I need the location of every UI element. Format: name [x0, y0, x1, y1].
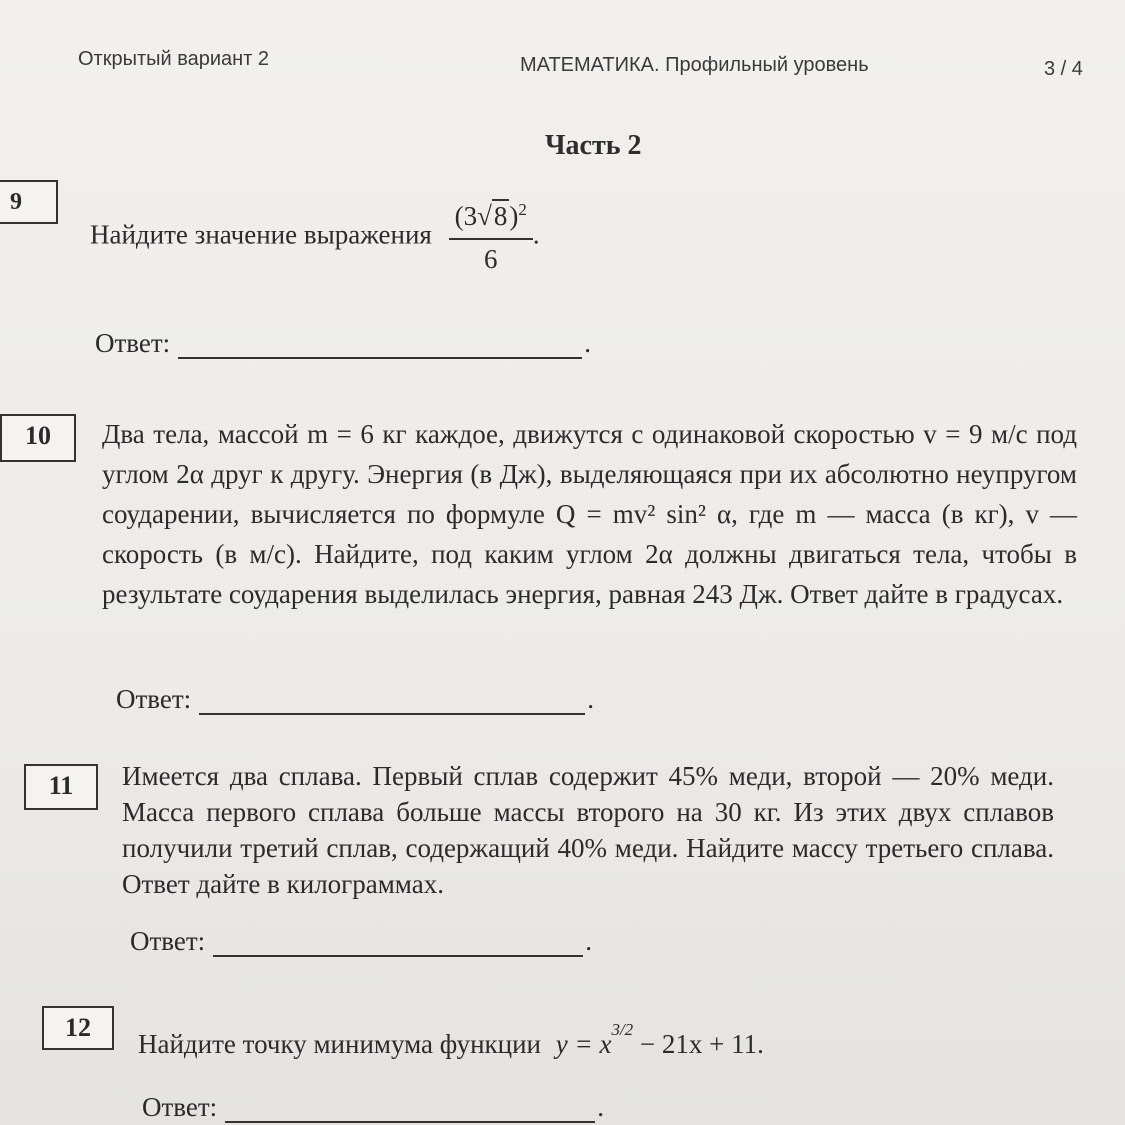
task-number-12: 12: [42, 1006, 114, 1050]
task-9-expression: $\frac{(3√8)^2}{6}$: [449, 200, 533, 275]
task-11-text: Имеется два сплава. Первый сплав содержит 45% меди, второй — 20% меди. Масса первого сплава больше массы второго на 30 кг. Из этих двух сплавов получили третий сплав, содержащий 40% меди. Найдите массу третьего сплава. Ответ дайте в килограммах.: [122, 761, 1054, 899]
answer-label: Ответ:: [116, 684, 192, 714]
task-9: Найдите значение выражения $\frac{(3√8)^2}{6}$ .: [90, 200, 540, 274]
answer-row-9: Ответ: .: [95, 328, 591, 358]
answer-field-12[interactable]: [225, 1093, 595, 1123]
task-12-function: $y = x^{3/2} - 21x + 11$.: [555, 1020, 764, 1059]
answer-row-11: Ответ: .: [130, 926, 592, 956]
part-title: Часть 2: [545, 130, 642, 161]
answer-field-11[interactable]: [213, 927, 583, 957]
subject-title: МАТЕМАТИКА. Профильный уровень: [520, 54, 869, 76]
task-10-text: Два тела, массой m = 6 кг каждое, движутся с одинаковой скоростью v = 9 м/с под углом 2α друг к другу. Энергия (в Дж), выделяющаяся при их абсолютно неупругом соударении, вычисляется по формуле Q = mv² sin² α, где m — масса (в кг), v — скорость (в м/с). Найдите, под каким углом 2α должны двигаться тела, чтобы в результате соударения выделилась энергия, равная 243 Дж. Ответ дайте в градусах.: [102, 419, 1077, 609]
answer-row-10: Ответ: .: [116, 684, 594, 714]
answer-label: Ответ:: [95, 328, 171, 358]
answer-label: Ответ:: [130, 926, 206, 956]
task-12-text: Найдите точку минимума функции: [138, 1029, 541, 1059]
answer-label: Ответ:: [142, 1092, 218, 1122]
task-number-11: 11: [24, 764, 98, 810]
page-number: 3 / 4: [1044, 58, 1083, 80]
answer-field-10[interactable]: [199, 685, 585, 715]
answer-row-12: Ответ: .: [142, 1092, 604, 1122]
task-number-10: 10: [0, 414, 76, 462]
task-number-9: 9: [0, 180, 58, 224]
answer-field-9[interactable]: [178, 329, 582, 359]
task-12: [138, 1020, 838, 1060]
task-9-text: Найдите значение выражения: [90, 219, 432, 250]
variant-label: Открытый вариант 2: [78, 48, 270, 70]
